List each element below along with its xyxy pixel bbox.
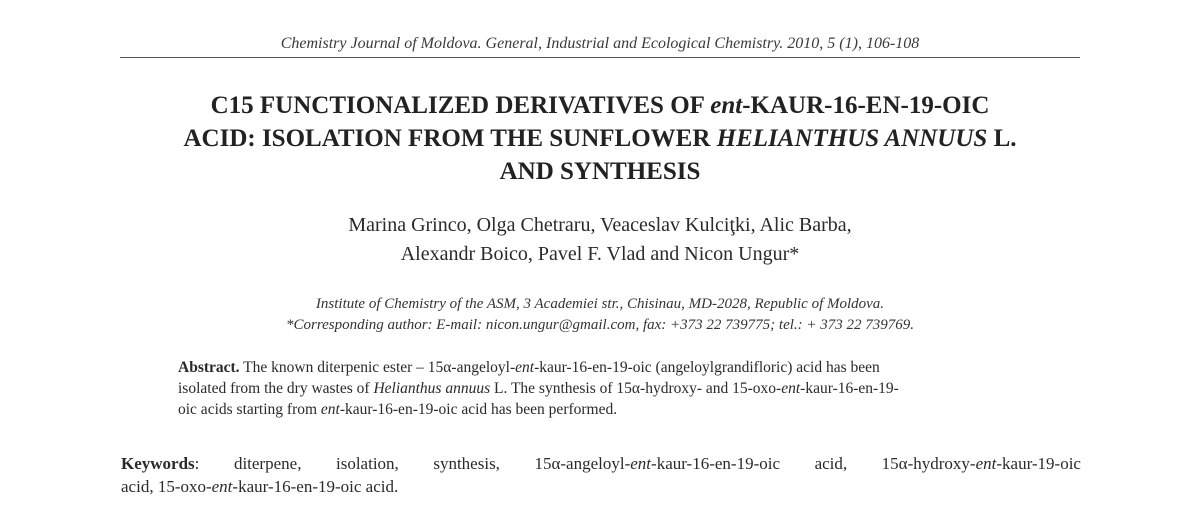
paper-title — [100, 89, 1100, 188]
keywords-label: Keywords — [121, 454, 195, 473]
keywords — [121, 452, 1081, 498]
abstract-text: isolated from the dry wastes of — [178, 380, 374, 397]
abstract-text: L. The synthesis of 15α-hydroxy- and 15-oxo- — [490, 380, 782, 397]
abstract-line-2 — [178, 378, 1028, 399]
keywords-line-2 — [121, 475, 1081, 498]
keywords-text: -kaur-16-en-19-oic acid. — [232, 477, 399, 496]
abstract — [178, 357, 1028, 420]
keywords-italic-text: ent — [211, 477, 233, 496]
affiliation — [100, 294, 1100, 336]
title-line-2 — [100, 122, 1100, 155]
abstract-text: -kaur-16-en-19-oic (angeloylgrandifloric) acid has been — [534, 359, 880, 376]
author-list — [100, 211, 1100, 269]
abstract-italic-text: ent — [320, 401, 340, 418]
keywords-text: : diterpene, isolation, synthesis, 15α-angeloyl- — [194, 454, 631, 473]
affiliation-line-2: *Corresponding author: E-mail: nicon.ungur@gmail.com, fax: +373 22 739775; tel.: + 373 22 739769. — [285, 317, 915, 333]
title-italic-text: ent — [710, 92, 743, 119]
header-divider — [120, 57, 1080, 58]
title-line-1 — [100, 89, 1100, 122]
title-text: ACID: ISOLATION FROM THE SUNFLOWER — [183, 125, 717, 152]
authors-line-1: Marina Grinco, Olga Chetraru, Veaceslav Kulciţki, Alic Barba, — [348, 214, 852, 236]
keywords-italic-text: ent — [630, 454, 652, 473]
journal-header: Chemistry Journal of Moldova. General, Industrial and Ecological Chemistry. 2010, 5 (1), 106-108 — [280, 35, 920, 52]
authors-line-2: Alexandr Boico, Pavel F. Vlad and Nicon Ungur* — [400, 243, 800, 265]
keywords-text: acid, 15-oxo- — [121, 477, 212, 496]
abstract-line-1 — [178, 357, 1028, 378]
title-text: -KAUR-16-EN-19-OIC — [742, 92, 990, 119]
abstract-label: Abstract. — [178, 359, 240, 376]
abstract-italic-text: Helianthus annuus — [373, 380, 491, 397]
title-text: C15 FUNCTIONALIZED DERIVATIVES OF — [210, 92, 711, 119]
abstract-text: -kaur-16-en-19-oic acid has been performed. — [339, 401, 618, 418]
abstract-line-3 — [178, 399, 1028, 420]
abstract-text: The known diterpenic ester – 15α-angeloyl- — [239, 359, 516, 376]
keywords-italic-text: ent — [975, 454, 997, 473]
title-line-3: AND SYNTHESIS — [499, 158, 701, 185]
title-italic-text: HELIANTHUS ANNUUS — [716, 125, 988, 152]
abstract-italic-text: ent — [515, 359, 535, 376]
affiliation-line-1: Institute of Chemistry of the ASM, 3 Academiei str., Chisinau, MD-2028, Republic of Moldova. — [315, 296, 885, 312]
keywords-text: -kaur-16-en-19-oic acid, 15α-hydroxy- — [651, 454, 976, 473]
title-text: L. — [987, 125, 1017, 152]
abstract-italic-text: ent — [781, 380, 801, 397]
abstract-text: oic acids starting from — [178, 401, 321, 418]
keywords-text: -kaur-19-oic — [996, 454, 1081, 473]
keywords-line-1 — [121, 452, 1081, 475]
abstract-text: -kaur-16-en-19- — [800, 380, 899, 397]
